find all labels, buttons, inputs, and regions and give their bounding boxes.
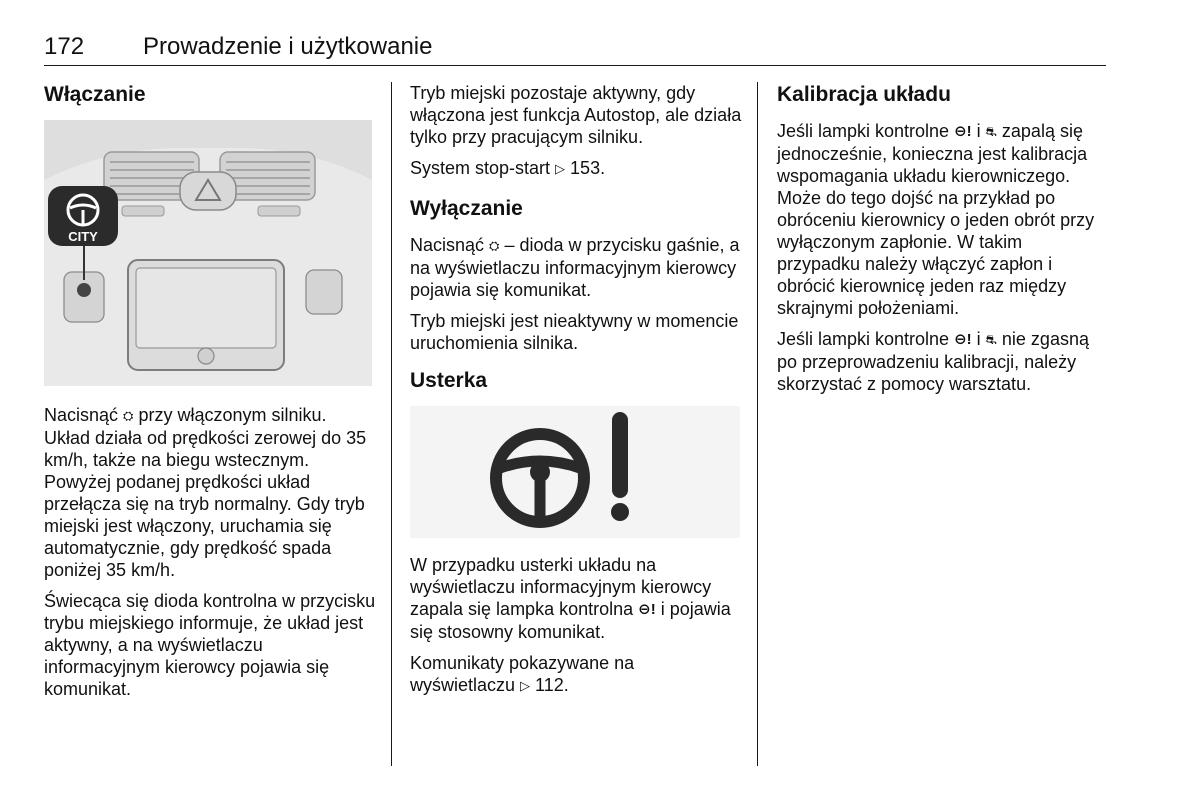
- column-divider: [391, 82, 392, 766]
- column-divider: [757, 82, 758, 766]
- paragraph-autostop: Tryb miejski pozostaje aktywny, gdy włączona jest funkcja Autostop, ale działa tylko przy pracującym silniku.: [410, 83, 742, 147]
- city-mode-icon: ⛭: [489, 238, 500, 253]
- page-reference-arrow-icon: ▷: [520, 678, 531, 693]
- steering-warning-figure: [410, 406, 740, 538]
- paragraph-enable-1: Nacisnąć ⛭ przy włączonym silniku. Układ działa od prędkości zerowej do 35 km/h, także na biegu wstecznym. Powyżej podanej prędkości układ przełącza się na tryb normalny. Gdy tryb miejski jest włączony, uruchamia się automatycznie, gdy prędkość spada poniżej 35 km/h.: [44, 405, 367, 580]
- paragraph-calibration-2: Jeśli lampki kontrolne ⊖! i ⛐ nie zgasną po przeprowadzeniu kalibracji, należy skorzystać z pomocy warsztatu.: [777, 329, 1089, 394]
- page-reference-arrow-icon: ▷: [555, 161, 566, 176]
- paragraph-enable-2: Świecąca się dioda kontrolna w przycisku trybu miejskiego informuje, że układ jest aktywny, a na wyświetlaczu informacyjnym kierowcy pojawia się komunikat.: [44, 591, 376, 699]
- column-2: [410, 82, 744, 706]
- esc-warning-icon: ⛐: [985, 332, 997, 347]
- section-heading-fault: Usterka: [410, 369, 488, 392]
- page-header: [44, 33, 1106, 66]
- dashboard-drawing: [44, 120, 372, 386]
- page-number: 172: [44, 33, 85, 60]
- column-3: [777, 82, 1107, 404]
- steering-fault-icon: [410, 406, 740, 538]
- section-heading-calibration: Kalibracja układu: [777, 83, 951, 106]
- city-mode-icon: ⛭: [123, 408, 134, 423]
- steering-fault-icon-inline: ⊖!: [954, 331, 972, 348]
- paragraph-fault-2: Komunikaty pokazywane na wyświetlaczu ▷ 112.: [410, 653, 635, 695]
- steering-fault-icon-inline: ⊖!: [638, 601, 656, 618]
- chapter-title: Prowadzenie i użytkowanie: [143, 33, 433, 60]
- section-heading-enable: Włączanie: [44, 83, 146, 106]
- column-1: [44, 82, 376, 709]
- paragraph-stop-start-ref: System stop-start ▷ 153.: [410, 158, 606, 178]
- steering-fault-icon-inline: ⊖!: [954, 123, 972, 140]
- city-label: CITY: [68, 229, 98, 244]
- paragraph-disable-2: Tryb miejski jest nieaktywny w momencie uruchomienia silnika.: [410, 311, 739, 353]
- section-heading-disable: Wyłączanie: [410, 197, 523, 220]
- dashboard-city-button-illustration: [44, 120, 372, 386]
- paragraph-fault-1: W przypadku usterki układu na wyświetlaczu informacyjnym kierowcy zapala się lampka kontrolna ⊖! i pojawia się stosowny komunikat.: [410, 555, 731, 642]
- esc-warning-icon: ⛐: [985, 124, 997, 139]
- paragraph-disable-1: Nacisnąć ⛭ – dioda w przycisku gaśnie, a na wyświetlaczu informacyjnym kierowcy pojawia się komunikat.: [410, 235, 740, 300]
- paragraph-calibration-1: Jeśli lampki kontrolne ⊖! i ⛐ zapalą się jednocześnie, konieczna jest kalibracja wspomagania układu kierowniczego. Może do tego dojść na przykład po obróceniu kierownicy o jeden obrót przy wyłączonym zapłonie. W takim przypadku należy włączyć zapłon i obrócić kierownicę jeden raz między skrajnymi położeniami.: [777, 121, 1095, 318]
